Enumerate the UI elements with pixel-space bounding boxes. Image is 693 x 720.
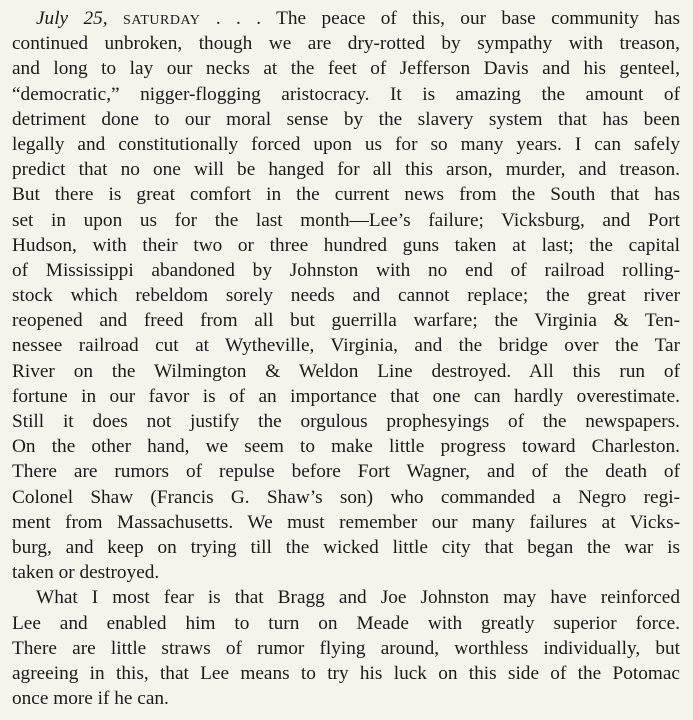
- text-line: stock which rebeldom sorely needs and cannot replace; the great river: [12, 285, 680, 307]
- text-line: detriment done to our moral sense by the slavery system that has been: [12, 108, 680, 130]
- text-line: reopened and freed from all but guerrilla warfare; the Virginia & Ten-: [12, 310, 680, 332]
- text-line: River on the Wilmington & Weldon Line destroyed. All this run of: [12, 360, 680, 382]
- paragraph-1: [12, 31, 680, 585]
- text-line: Lee and enabled him to turn on Meade with greatly superior force.: [12, 612, 680, 634]
- entry-first-line-text: . . . The peace of this, our base community has: [215, 8, 680, 29]
- text-line: agreeing in this, that Lee means to try his luck on this side of the Potomac: [12, 662, 680, 684]
- entry-date: July 25,: [36, 8, 108, 29]
- text-line: ment from Massachusetts. We must remember our many failures at Vicks-: [12, 511, 680, 533]
- text-line: predict that no one will be hanged for all this arson, murder, and treason.: [12, 159, 680, 181]
- entry-first-line: [12, 6, 680, 31]
- text-line: once more if he can.: [12, 688, 169, 710]
- text-line: continued unbroken, though we are dry-rotted by sympathy with treason,: [12, 33, 680, 55]
- text-line: There are little straws of rumor flying around, worthless individually, but: [12, 637, 680, 659]
- entry-weekday: saturday: [123, 8, 201, 29]
- text-line: But there is great comfort in the current news from the South that has: [12, 184, 680, 206]
- diary-entry: [12, 6, 680, 711]
- text-line: legally and constitutionally forced upon us for so many years. I can safely: [12, 133, 680, 155]
- text-line: What I most fear is that Bragg and Joe Johnston may have reinforced: [36, 587, 680, 609]
- text-line: of Mississippi abandoned by Johnston with no end of railroad rolling-: [12, 259, 680, 281]
- text-line: On the other hand, we seem to make little progress toward Charleston.: [12, 436, 680, 458]
- text-line: Still it does not justify the orgulous prophesyings of the newspapers.: [12, 411, 680, 432]
- text-line: taken or destroyed.: [12, 562, 160, 584]
- text-line: nessee railroad cut at Wytheville, Virginia, and the bridge over the Tar: [12, 335, 680, 357]
- text-line: “democratic,” nigger-flogging aristocracy. It is amazing the amount of: [12, 83, 680, 105]
- text-line: and long to lay our necks at the feet of Jefferson Davis and his genteel,: [12, 58, 680, 80]
- paragraph-2: [12, 585, 680, 711]
- text-line: fortune in our favor is of an importance that one can hardly overestimate.: [12, 385, 680, 407]
- text-line: There are rumors of repulse before Fort Wagner, and of the death of: [12, 461, 680, 483]
- text-line: set in upon us for the last month—Lee’s failure; Vicksburg, and Port: [12, 209, 680, 231]
- text-line: Colonel Shaw (Francis G. Shaw’s son) who commanded a Negro regi-: [12, 486, 680, 508]
- text-line: burg, and keep on trying till the wicked little city that began the war is: [12, 536, 680, 558]
- text-line: Hudson, with their two or three hundred guns taken at last; the capital: [12, 234, 680, 256]
